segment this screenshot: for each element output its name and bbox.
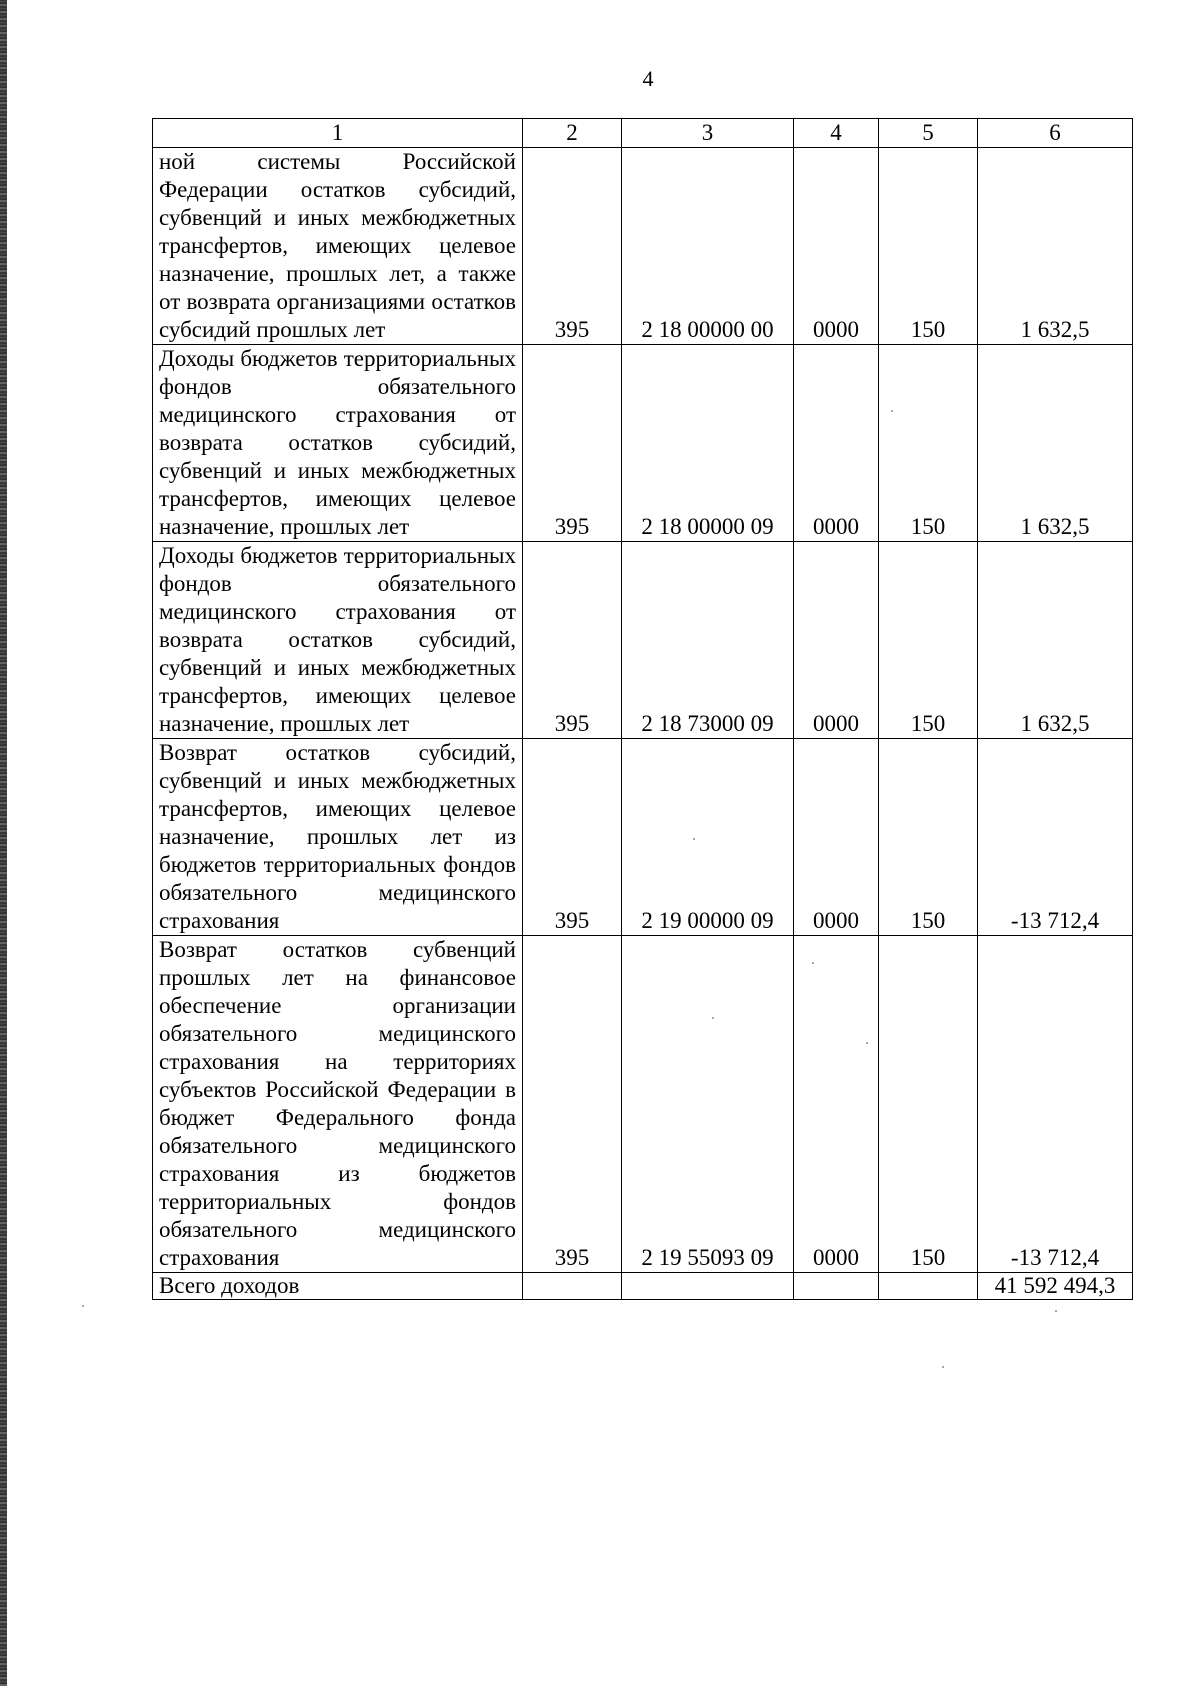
scan-speck [693,838,695,840]
page-number: 4 [642,66,654,91]
row-description: Доходы бюджетов территориальных фондов обязательного медицинского страхования от возврата остатков субсидий, субвенций и иных межбюджетных трансфертов, имеющих целевое назначение, прошлых лет [153,345,523,542]
row-col4: 0000 [794,345,879,542]
total-col4 [794,1273,879,1300]
income-table [152,118,1133,1300]
row-col5: 150 [879,739,978,936]
row-col4: 0000 [794,739,879,936]
header-col-3: 3 [622,119,794,148]
row-description: ной системы Российской Федерации остатков субсидий, субвенций и иных межбюджетных трансфертов, имеющих целевое назначение, прошлых лет, а также от возврата организациями остатков субсидий прошлых лет [153,148,523,345]
row-col6: -13 712,4 [978,936,1133,1273]
table-row [153,542,1133,739]
table-row [153,936,1133,1273]
scan-speck [891,410,893,412]
scan-speck [866,1042,868,1044]
header-col-4: 4 [794,119,879,148]
row-col4: 0000 [794,542,879,739]
row-col5: 150 [879,542,978,739]
table-row [153,345,1133,542]
row-col3: 2 19 00000 09 [622,739,794,936]
row-col3: 2 18 73000 09 [622,542,794,739]
row-col5: 150 [879,148,978,345]
row-col6: -13 712,4 [978,739,1133,936]
row-description: Доходы бюджетов территориальных фондов обязательного медицинского страхования от возврата остатков субсидий, субвенций и иных межбюджетных трансфертов, имеющих целевое назначение, прошлых лет [153,542,523,739]
scan-speck [942,1366,944,1368]
total-col2 [523,1273,622,1300]
table-header-row [153,119,1133,148]
row-col3: 2 18 00000 09 [622,345,794,542]
row-col6: 1 632,5 [978,148,1133,345]
table-row [153,739,1133,936]
scan-speck [712,1017,714,1019]
row-col6: 1 632,5 [978,542,1133,739]
total-row [153,1273,1133,1300]
row-description: Возврат остатков субвенций прошлых лет на финансовое обеспечение организации обязательного медицинского страхования на территориях субъектов Российской Федерации в бюджет Федерального фонда обязательного медицинского страхования из бюджетов территориальных фондов обязательного медицинского страхования [153,936,523,1273]
total-value: 41 592 494,3 [978,1273,1133,1300]
row-col2: 395 [523,542,622,739]
header-col-1: 1 [153,119,523,148]
header-col-2: 2 [523,119,622,148]
row-col2: 395 [523,148,622,345]
total-col3 [622,1273,794,1300]
row-col2: 395 [523,739,622,936]
table-row [153,148,1133,345]
header-col-5: 5 [879,119,978,148]
row-col5: 150 [879,936,978,1273]
total-col5 [879,1273,978,1300]
scan-speck [1055,1310,1057,1312]
scan-edge-artifact [0,0,7,1686]
total-label: Всего доходов [153,1273,523,1300]
header-col-6: 6 [978,119,1133,148]
row-col2: 395 [523,345,622,542]
scan-speck [82,1305,84,1307]
row-col3: 2 18 00000 00 [622,148,794,345]
row-col3: 2 19 55093 09 [622,936,794,1273]
row-description: Возврат остатков субсидий, субвенций и иных межбюджетных трансфертов, имеющих целевое назначение, прошлых лет из бюджетов территориальных фондов обязательного медицинского страхования [153,739,523,936]
row-col4: 0000 [794,936,879,1273]
row-col5: 150 [879,345,978,542]
scan-speck [812,962,814,964]
row-col4: 0000 [794,148,879,345]
row-col6: 1 632,5 [978,345,1133,542]
row-col2: 395 [523,936,622,1273]
